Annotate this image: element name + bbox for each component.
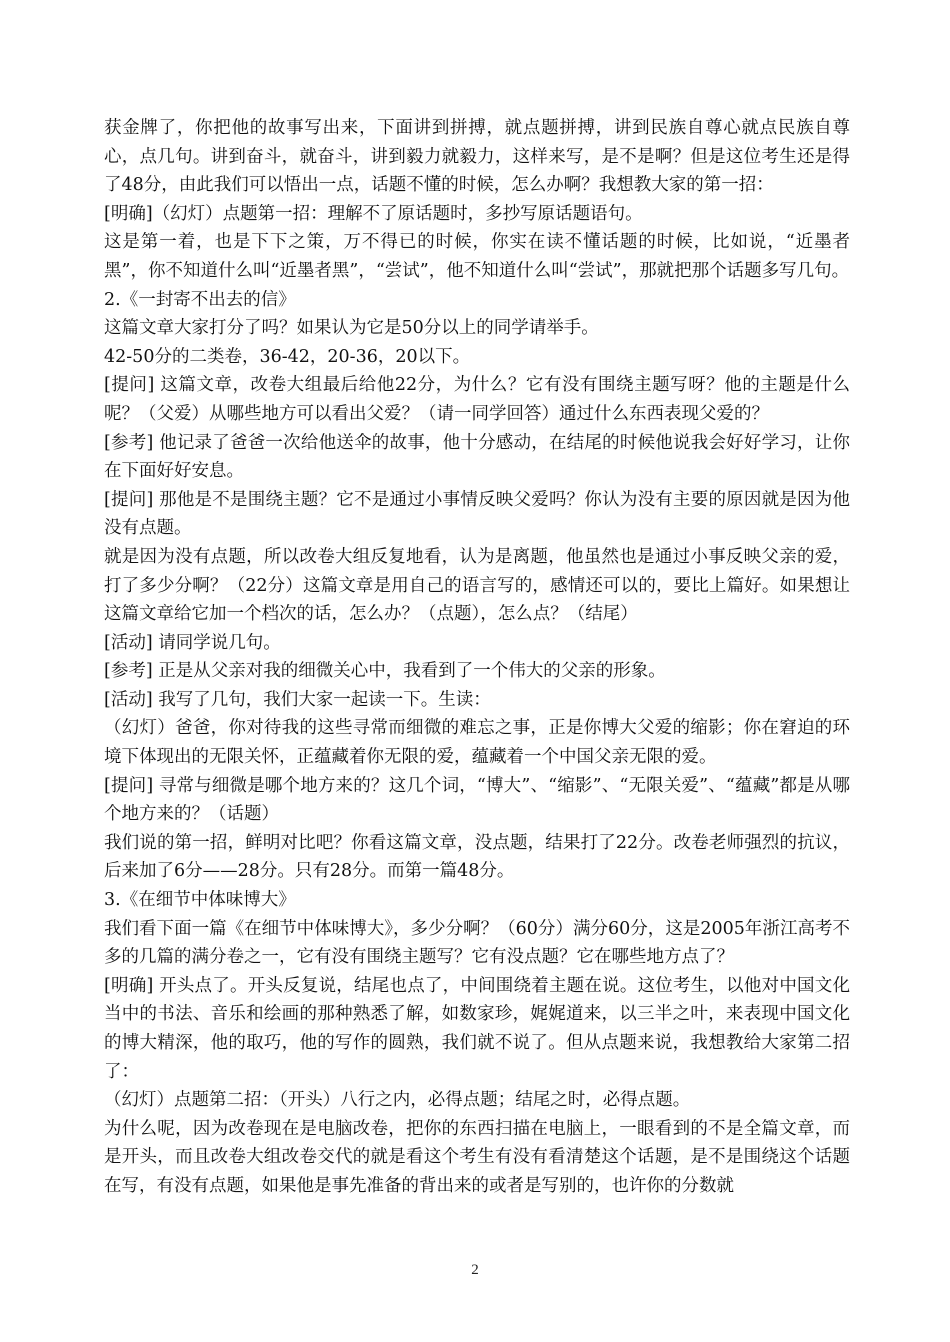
paragraph: 这篇文章大家打分了吗？如果认为它是50分以上的同学请举手。 xyxy=(104,318,599,339)
paragraph: 我们说的第一招，鲜明对比吧？你看这篇文章，没点题，结果打了22分。改卷老师强烈的抗议，后来加了6分——28分。只有28分。而第一篇48分。 xyxy=(104,832,850,882)
paragraph: （幻灯）点题第二招：（开头）八行之内，必得点题；结尾之时，必得点题。 xyxy=(104,1090,691,1111)
paragraph: [活动] 我写了几句，我们大家一起读一下。生读： xyxy=(104,689,491,710)
section-heading: 3.《在细节中体味博大》 xyxy=(104,890,296,911)
paragraph: 为什么呢，因为改卷现在是电脑改卷，把你的东西扫描在电脑上，一眼看到的不是全篇文章，而是开头，而且改卷大组改卷交代的就是看这个考生有没有看清楚这个话题，是不是围绕这个话题在写，有没有点题，如果他是事先准备的背出来的或者是写别的，也许你的分数就 xyxy=(104,1118,850,1196)
page-number: 2 xyxy=(471,1262,479,1278)
paragraph: [提问] 这篇文章，改卷大组最后给他22分，为什么？它有没有围绕主题写呀？他的主题是什么呢？（父爱）从哪些地方可以看出父爱？（请一同学回答）通过什么东西表现父爱的？ xyxy=(104,375,850,424)
paragraph: [提问] 那他是不是围绕主题？它不是通过小事情反映父爱吗？你认为没有主要的原因就是因为他没有点题。 xyxy=(104,489,850,539)
paragraph: （幻灯）爸爸，你对待我的这些寻常而细微的难忘之事，正是你博大父爱的缩影；你在窘迫的环境下体现出的无限关怀，正蕴藏着你无限的爱，蕴藏着一个中国父亲无限的爱。 xyxy=(104,718,850,768)
paragraph: 我们看下面一篇《在细节中体味博大》，多少分啊？（60分）满分60分，这是2005年浙江高考不多的几篇的满分卷之一，它有没有围绕主题写？它有没点题？它在哪些地方点了？ xyxy=(104,918,850,968)
paragraph: 这是第一着，也是下下之策，万不得已的时候，你实在读不懂话题的时候，比如说，“近墨者黑”，你不知道什么叫“近墨者黑”，“尝试”，他不知道什么叫“尝试”，那就把那个话题多写几句。 xyxy=(104,232,850,281)
body-text xyxy=(104,114,850,1201)
paragraph: [活动] 请同学说几句。 xyxy=(104,632,281,653)
paragraph: [明确] 开头点了。开头反复说，结尾也点了，中间围绕着主题在说。这位考生，以他对中国文化当中的书法、音乐和绘画的那种熟悉了解，如数家珍，娓娓道来，以三半之叶，来表现中国文化的博大精深，他的取巧，他的写作的圆熟，我们就不说了。但从点题来说，我想教给大家第二招了： xyxy=(104,975,850,1082)
paragraph: 获金牌了，你把他的故事写出来，下面讲到拼搏，就点题拼搏，讲到民族自尊心就点民族自尊心，点几句。讲到奋斗，就奋斗，讲到毅力就毅力，这样来写，是不是啊？但是这位考生还是得了48分，由此我们可以悟出一点，话题不懂的时候，怎么办啊？我想教大家的第一招： xyxy=(104,118,850,196)
paragraph: [提问] 寻常与细微是哪个地方来的？这几个词，“博大”、“缩影”、“无限关爱”、“蕴藏”都是从哪个地方来的？（话题） xyxy=(104,775,850,825)
paragraph: [参考] 正是从父亲对我的细微关心中，我看到了一个伟大的父亲的形象。 xyxy=(104,661,666,682)
paragraph: 就是因为没有点题，所以改卷大组反复地看，认为是离题，他虽然也是通过小事反映父亲的爱，打了多少分啊？（22分）这篇文章是用自己的语言写的，感情还可以的，要比上篇好。如果想让这篇文章给它加一个档次的话，怎么办？（点题），怎么点？（结尾） xyxy=(104,546,850,625)
paragraph: [明确]（幻灯）点题第一招：理解不了原话题时，多抄写原话题语句。 xyxy=(104,203,643,224)
paragraph: 42-50分的二类卷，36-42，20-36，20以下。 xyxy=(104,346,471,367)
section-heading: 2.《一封寄不出去的信》 xyxy=(104,289,296,310)
paragraph: [参考] 他记录了爸爸一次给他送伞的故事，他十分感动，在结尾的时候他说我会好好学习，让你在下面好好安息。 xyxy=(104,432,850,482)
